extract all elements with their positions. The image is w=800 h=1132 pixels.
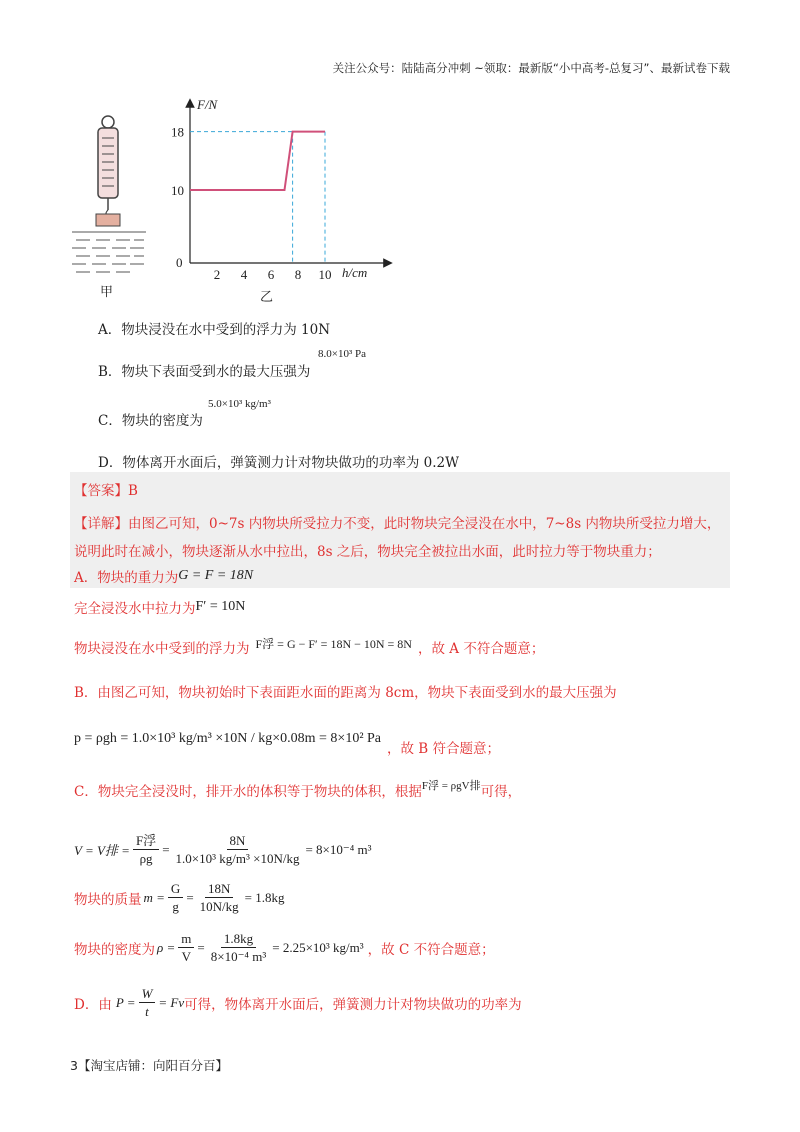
scale-ring <box>102 116 114 128</box>
b-end: ，故 B 符合题意； <box>387 741 501 757</box>
rho-result: = 2.25×10³ kg/m³ <box>272 939 364 955</box>
d-result: = Fv <box>158 994 185 1010</box>
density-equation <box>74 930 495 965</box>
buoyancy-math: F浮 = G − F′ = 18N − 10N = 8N <box>255 636 412 651</box>
x-tick-label-4: 4 <box>240 267 248 282</box>
page-footer: 3【淘宝店铺：向阳百分百】 <box>70 1058 228 1073</box>
rho-frac-2 <box>208 930 270 965</box>
m-den2: 10N/kg <box>199 899 239 914</box>
option-a: A．物块浸没在水中受到的浮力为 10N <box>98 322 331 338</box>
pull-text: 完全浸没水中拉力为 <box>74 601 196 617</box>
rho-lhs: ρ = <box>157 939 176 955</box>
a-gravity-text: A．物块的重力为 <box>74 570 179 586</box>
d-end: 可得，物体离开水面后，弹簧测力计对物块做功的功率为 <box>184 996 522 1013</box>
v-mid: = <box>162 841 170 857</box>
d-den: t <box>145 1004 149 1019</box>
b-formula-line <box>74 721 500 757</box>
rho-frac-1 <box>178 930 194 965</box>
x-tick-label-2: 2 <box>213 267 221 282</box>
c-formula: F浮 = ρgV排 <box>421 780 481 792</box>
option-b-math: 8.0×10³ Pa <box>318 348 367 360</box>
v-lhs: V = V排 = <box>74 843 130 858</box>
m-num: G <box>168 880 183 898</box>
d-lhs: P = <box>115 994 136 1010</box>
v-num2: 8N <box>227 832 249 850</box>
a-gravity-line <box>74 566 253 586</box>
mass-equation <box>74 880 285 915</box>
v-num: F浮 <box>133 832 159 850</box>
m-lhs: m = <box>143 889 165 905</box>
label-jia: 甲 <box>100 285 114 300</box>
c-end: 可得， <box>480 784 522 800</box>
v-result: = 8×10⁻⁴ m³ <box>305 841 372 857</box>
buoyancy-line <box>74 637 544 657</box>
m-frac-2 <box>197 880 242 915</box>
x-tick-label-6: 6 <box>267 267 275 282</box>
force-height-chart <box>160 95 400 310</box>
d-frac <box>139 985 156 1020</box>
label-yi: 乙 <box>260 290 274 305</box>
x-tick-label-10: 10 <box>318 267 332 282</box>
v-den2: 1.0×10³ kg/m³ ×10N/kg <box>175 851 300 866</box>
c-text: C．物块完全浸没时，排开水的体积等于物块的体积，根据 <box>74 784 422 800</box>
d-num: W <box>139 985 156 1003</box>
v-frac-2 <box>173 832 303 867</box>
b-formula: p = ρgh = 1.0×10³ kg/m³ ×10N / kg×0.08m = 8×10² Pa <box>74 731 382 746</box>
rho-num: m <box>178 930 194 948</box>
v-frac-1 <box>133 832 159 867</box>
buoyancy-end: ，故 A 不符合题意； <box>417 641 545 657</box>
answer-label: 【答案】B <box>74 483 138 499</box>
m-num2: 18N <box>205 880 233 898</box>
pull-math: F′ = 10N <box>195 599 246 614</box>
x-tick-label-8: 8 <box>294 267 302 282</box>
option-c-math: 5.0×10³ kg/m³ <box>208 398 271 410</box>
detail-line-2: 说明此时在减小，物块逐渐从水中拉出，8s 之后，物块完全被拉出水面，此时拉力等于物块重力； <box>74 544 661 560</box>
block <box>96 214 120 226</box>
m-mid: = <box>186 889 194 905</box>
m-frac-1 <box>168 880 183 915</box>
option-d: D．物体离开水面后，弹簧测力计对物块做功的功率为 0.2W <box>98 455 459 471</box>
y-tick-label-10: 10 <box>171 183 184 198</box>
m-den: g <box>172 899 179 914</box>
y-tick-label-18: 18 <box>171 124 184 140</box>
origin-label: 0 <box>176 255 183 270</box>
d-text: D．由 <box>74 996 112 1013</box>
x-axis-label: h/cm <box>342 265 368 280</box>
mass-text: 物块的质量 <box>74 891 142 908</box>
d-line <box>74 985 522 1020</box>
buoyancy-text: 物块浸没在水中受到的浮力为 <box>74 641 250 657</box>
rho-den2: 8×10⁻⁴ m³ <box>210 949 267 964</box>
density-text: 物块的密度为 <box>74 941 155 958</box>
rho-mid: = <box>197 939 205 955</box>
series-line-F <box>190 132 325 190</box>
c-line <box>74 780 521 800</box>
rho-den: V <box>181 949 192 964</box>
y-axis-label: F/N <box>197 97 218 112</box>
spring-scale-figure <box>70 110 150 300</box>
pull-line <box>74 597 245 617</box>
rho-num2: 1.8kg <box>221 930 256 948</box>
a-gravity-math: G = F = 18N <box>178 568 254 583</box>
m-result: = 1.8kg <box>244 889 285 905</box>
volume-equation <box>74 832 372 867</box>
v-den: ρg <box>139 851 153 866</box>
option-c: C．物块的密度为 <box>98 413 203 429</box>
rho-end: ，故 C 不符合题意； <box>367 941 495 958</box>
b-line: B．由图乙可知，物块初始时下表面距水面的距离为 8cm，物块下表面受到水的最大压强为 <box>74 685 617 701</box>
option-b: B．物块下表面受到水的最大压强为 <box>98 364 311 380</box>
page-header: 关注公众号：陆陆高分冲刺 ~领取：最新版“小中高考-总复习”、最新试卷下载 <box>332 61 730 75</box>
detail-line-1: 【详解】由图乙可知，0~7s 内物块所受拉力不变，此时物块完全浸没在水中，7~8s 内物块所受拉力增大， <box>74 516 721 532</box>
